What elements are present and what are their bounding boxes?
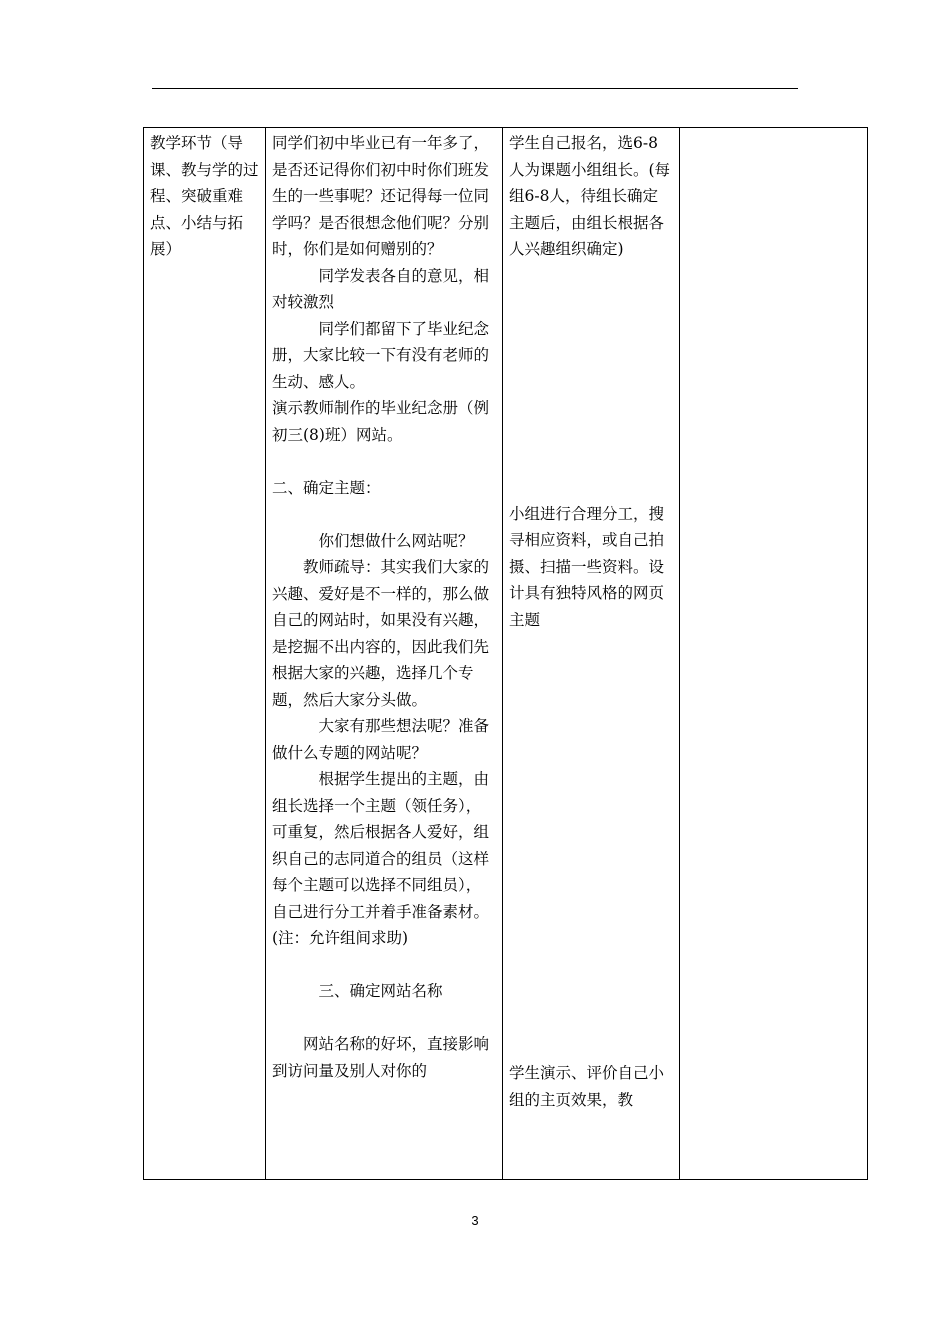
page-number: 3: [471, 1213, 479, 1228]
demo-paragraph: 演示教师制作的毕业纪念册（例初三(8)班）网站。: [272, 399, 490, 444]
heading-site-name: 三、确定网站名称: [318, 982, 443, 1000]
question-paragraph: 你们想做什么网站呢？: [318, 531, 474, 550]
section-label-cell: [144, 128, 266, 1180]
lesson-plan-table: [143, 127, 868, 1180]
student-signup-paragraph: 学生自己报名，选6-8人为课题小组组长。(每组6-8人，待组长确定主题后，由组长根据各人兴趣组织确定): [509, 134, 671, 258]
opinion-paragraph: 同学发表各自的意见，相对较激烈: [272, 266, 490, 311]
task-paragraph: 根据学生提出的主题，由组长选择一个主题（领任务），可重复，然后根据各人爱好，组织自己的志同道合的组员（这样每个主题可以选择不同组员），自己进行分工并着手准备素材。(注：允许组间求助): [272, 770, 490, 947]
notes-cell: [680, 128, 868, 1180]
guidance-paragraph: 教师疏导：其实我们大家的兴趣、爱好是不一样的，那么做自己的网站时，如果没有兴趣，是挖掘不出内容的，因此我们先根据大家的兴趣，选择几个专题，然后大家分头做。: [272, 558, 490, 709]
student-activity-cell: [503, 128, 680, 1180]
site-name-paragraph: 网站名称的好坏，直接影响到访问量及别人对你的: [272, 1035, 490, 1080]
yearbook-paragraph: 同学们都留下了毕业纪念册，大家比较一下有没有老师的生动、感人。: [272, 319, 490, 391]
heading-define-topic: 二、确定主题：: [272, 478, 381, 497]
section-label: 教学环节（导课、教与学的过程、突破重难点、小结与拓展）: [150, 134, 259, 258]
ideas-paragraph: 大家有那些想法呢？准备做什么专题的网站呢？: [272, 717, 490, 762]
intro-paragraph: 同学们初中毕业已有一年多了，是否还记得你们初中时你们班发生的一些事呢？还记得每一位同学吗？是否很想念他们呢？分别时，你们是如何赠别的？: [272, 134, 490, 258]
teacher-activity-cell: [266, 128, 503, 1180]
student-demo-paragraph: 学生演示、评价自己小组的主页效果，教: [509, 1064, 665, 1109]
student-group-paragraph: 小组进行合理分工，搜寻相应资料，或自己拍摄、扫描一些资料。设计具有独特风格的网页主题: [509, 504, 665, 629]
header-rule: [152, 88, 798, 89]
table-row: [144, 128, 868, 1180]
